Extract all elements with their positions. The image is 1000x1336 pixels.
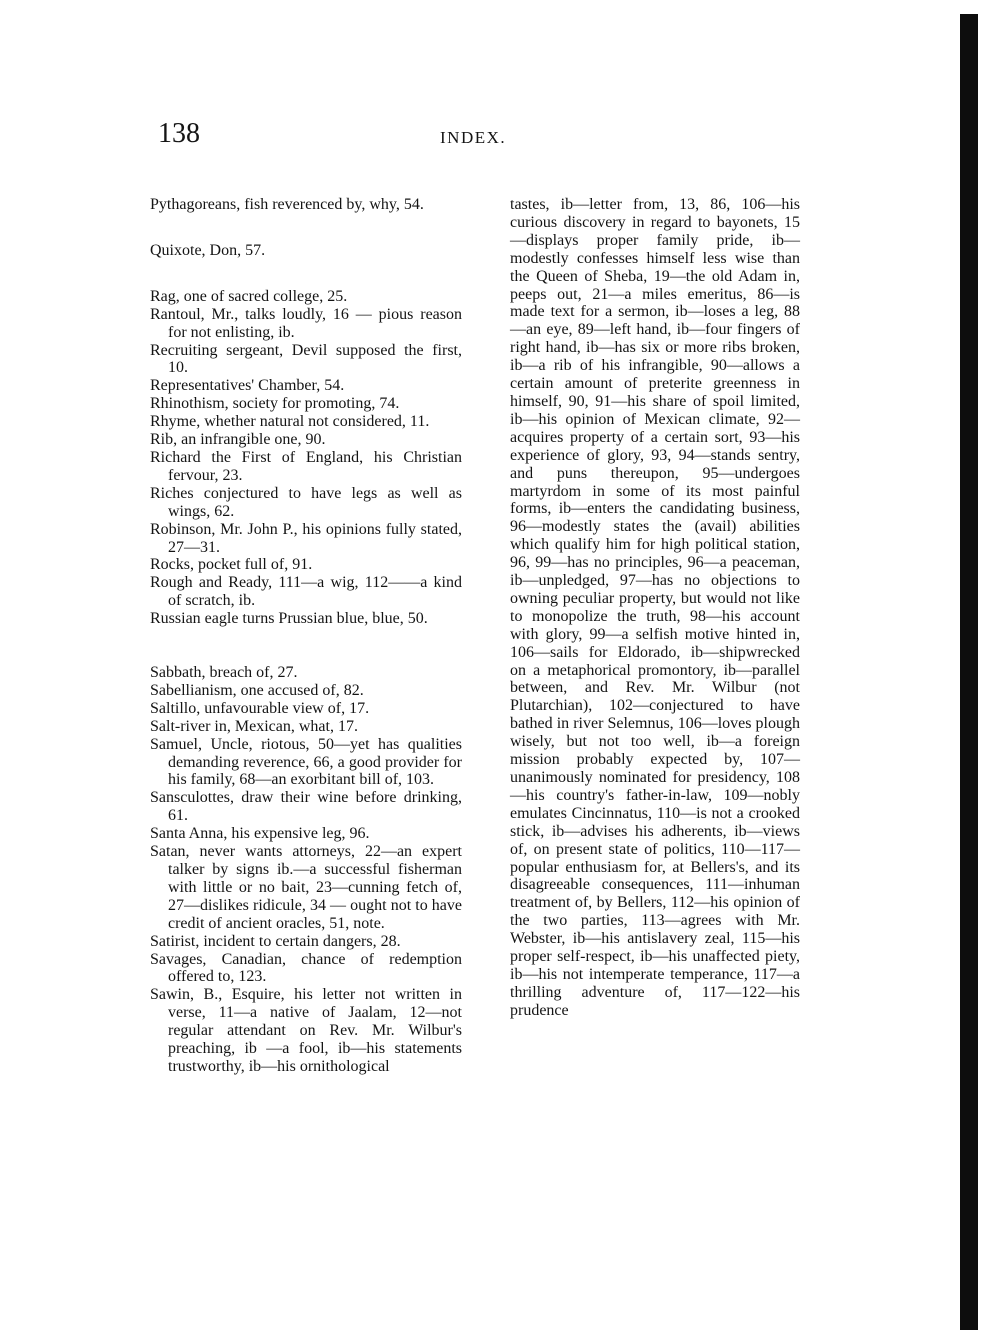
index-entry: Rough and Ready, 111—a wig, 112——a kind of scratch, ib. <box>150 574 462 610</box>
index-entry: Rhyme, whether natural not considered, 11. <box>150 413 430 431</box>
running-head: INDEX. <box>440 128 507 147</box>
index-entry: Samuel, Uncle, riotous, 50—yet has qualities demanding reverence, 66, a good provider for his family, 68—an exorbitant bill of, 103. <box>150 735 462 789</box>
index-entry: Rhinothism, society for promoting, 74. <box>150 395 400 413</box>
index-column-right <box>510 196 800 1020</box>
index-entry: Satirist, incident to certain dangers, 28. <box>150 932 401 950</box>
index-entry: Santa Anna, his expensive leg, 96. <box>150 825 370 843</box>
index-entry: Sabellianism, one accused of, 82. <box>150 681 364 699</box>
index-entry: Salt-river in, Mexican, what, 17. <box>150 717 358 735</box>
index-entry: Sabbath, breach of, 27. <box>150 664 298 682</box>
index-entry: Satan, never wants attorneys, 22—an expert talker by signs ib.—a successful fisherman with little or no bait, 23—cunning fetch of, 27—dislikes ridicule, 34 — ought not to have credit of ancient oracles, 51, note. <box>150 843 462 932</box>
scan-edge-shadow <box>960 14 978 1330</box>
index-entry: Quixote, Don, 57. <box>150 241 266 259</box>
index-entry: Representatives' Chamber, 54. <box>150 377 345 395</box>
page-number: 138 <box>158 118 200 149</box>
index-entry: Russian eagle turns Prussian blue, blue, 50. <box>150 610 428 628</box>
index-entry: Rocks, pocket full of, 91. <box>150 556 313 574</box>
index-entry: Robinson, Mr. John P., his opinions fully stated, 27—31. <box>150 520 462 556</box>
index-entry: Sawin, B., Esquire, his letter not written in verse, 11—a native of Jaalam, 12—not regular attendant on Rev. Mr. Wilbur's preaching, ib —a fool, ib—his statements trustworthy, ib—his ornithological <box>150 986 462 1075</box>
index-entry: Rag, one of sacred college, 25. <box>150 287 348 305</box>
index-entry: Pythagoreans, fish reverenced by, why, 54. <box>150 196 424 213</box>
index-entry: Riches conjectured to have legs as well as wings, 62. <box>150 484 462 520</box>
index-entry: Richard the First of England, his Christian fervour, 23. <box>150 448 462 484</box>
index-entry-continuation: tastes, ib—letter from, 13, 86, 106—his curious discovery in regard to bayonets, 15—displays proper family pride, ib—modestly confesses himself less wise than the Queen of Sheba, 19—the old Adam in, peeps out, 21—a miles emeritus, 86—is made text for a sermon, ib—loses a leg, 88—an eye, 89—left hand, ib—four fingers of right hand, ib—has six or more ribs broken, ib—a rib of his infrangible, 90—allows a certain amount of preterite greenness in himself, 90, 91—his share of spoil limited, ib—his opinion of Mexican climate, 92—acquires property of a certain sort, 93—his experience of glory, 93, 94—stands sentry, and puns thereupon, 95—undergoes martyrdom in some of its most painful forms, ib—enters the candidating business, 96—modestly states the (avail) abilities which qualify him for high political station, 96, 99—has no principles, 96—a peaceman, ib—unpledged, 97—has no objections to owning peculiar property, but would not like to monopolize the truth, 98—his account with glory, 99—a selfish motive hinted in, 106—sails for Eldorado, ib—shipwrecked on a metaphorical promontory, ib—parallel between, and Rev. Mr. Wilbur (not Plutarchian), 102—conjectured to have bathed in river Selemnus, 106—loves plough wisely, but not too well, ib—a foreign mission probably expected by, 107—unanimously nominated for presidency, 108—his country's father-in-law, 109—nobly emulates Cincinnatus, 110—is not a crooked stick, ib—advises his adherents, ib—views of, on present state of politics, 110—117—popular enthusiasm for, at Bellers's, and its disagreeable consequences, 111—inhuman treatment of, by Bellers, 112—his opinion of the two parties, 113—agrees with Mr. Webster, ib—his antislavery zeal, 115—his proper self-respect, ib—his unaffected piety, ib—his not intemperate temperance, 117—a thrilling adventure of, 117—122—his prudence <box>510 196 800 1019</box>
index-column-left <box>150 196 462 1076</box>
index-entry: Sansculottes, draw their wine before drinking, 61. <box>150 789 462 825</box>
index-entry: Recruiting sergeant, Devil supposed the first, 10. <box>150 341 462 377</box>
index-entry: Saltillo, unfavourable view of, 17. <box>150 699 370 717</box>
index-entry: Rantoul, Mr., talks loudly, 16 — pious reason for not enlisting, ib. <box>150 305 462 341</box>
index-entry: Savages, Canadian, chance of redemption offered to, 123. <box>150 950 462 986</box>
index-entry: Rib, an infrangible one, 90. <box>150 431 326 449</box>
